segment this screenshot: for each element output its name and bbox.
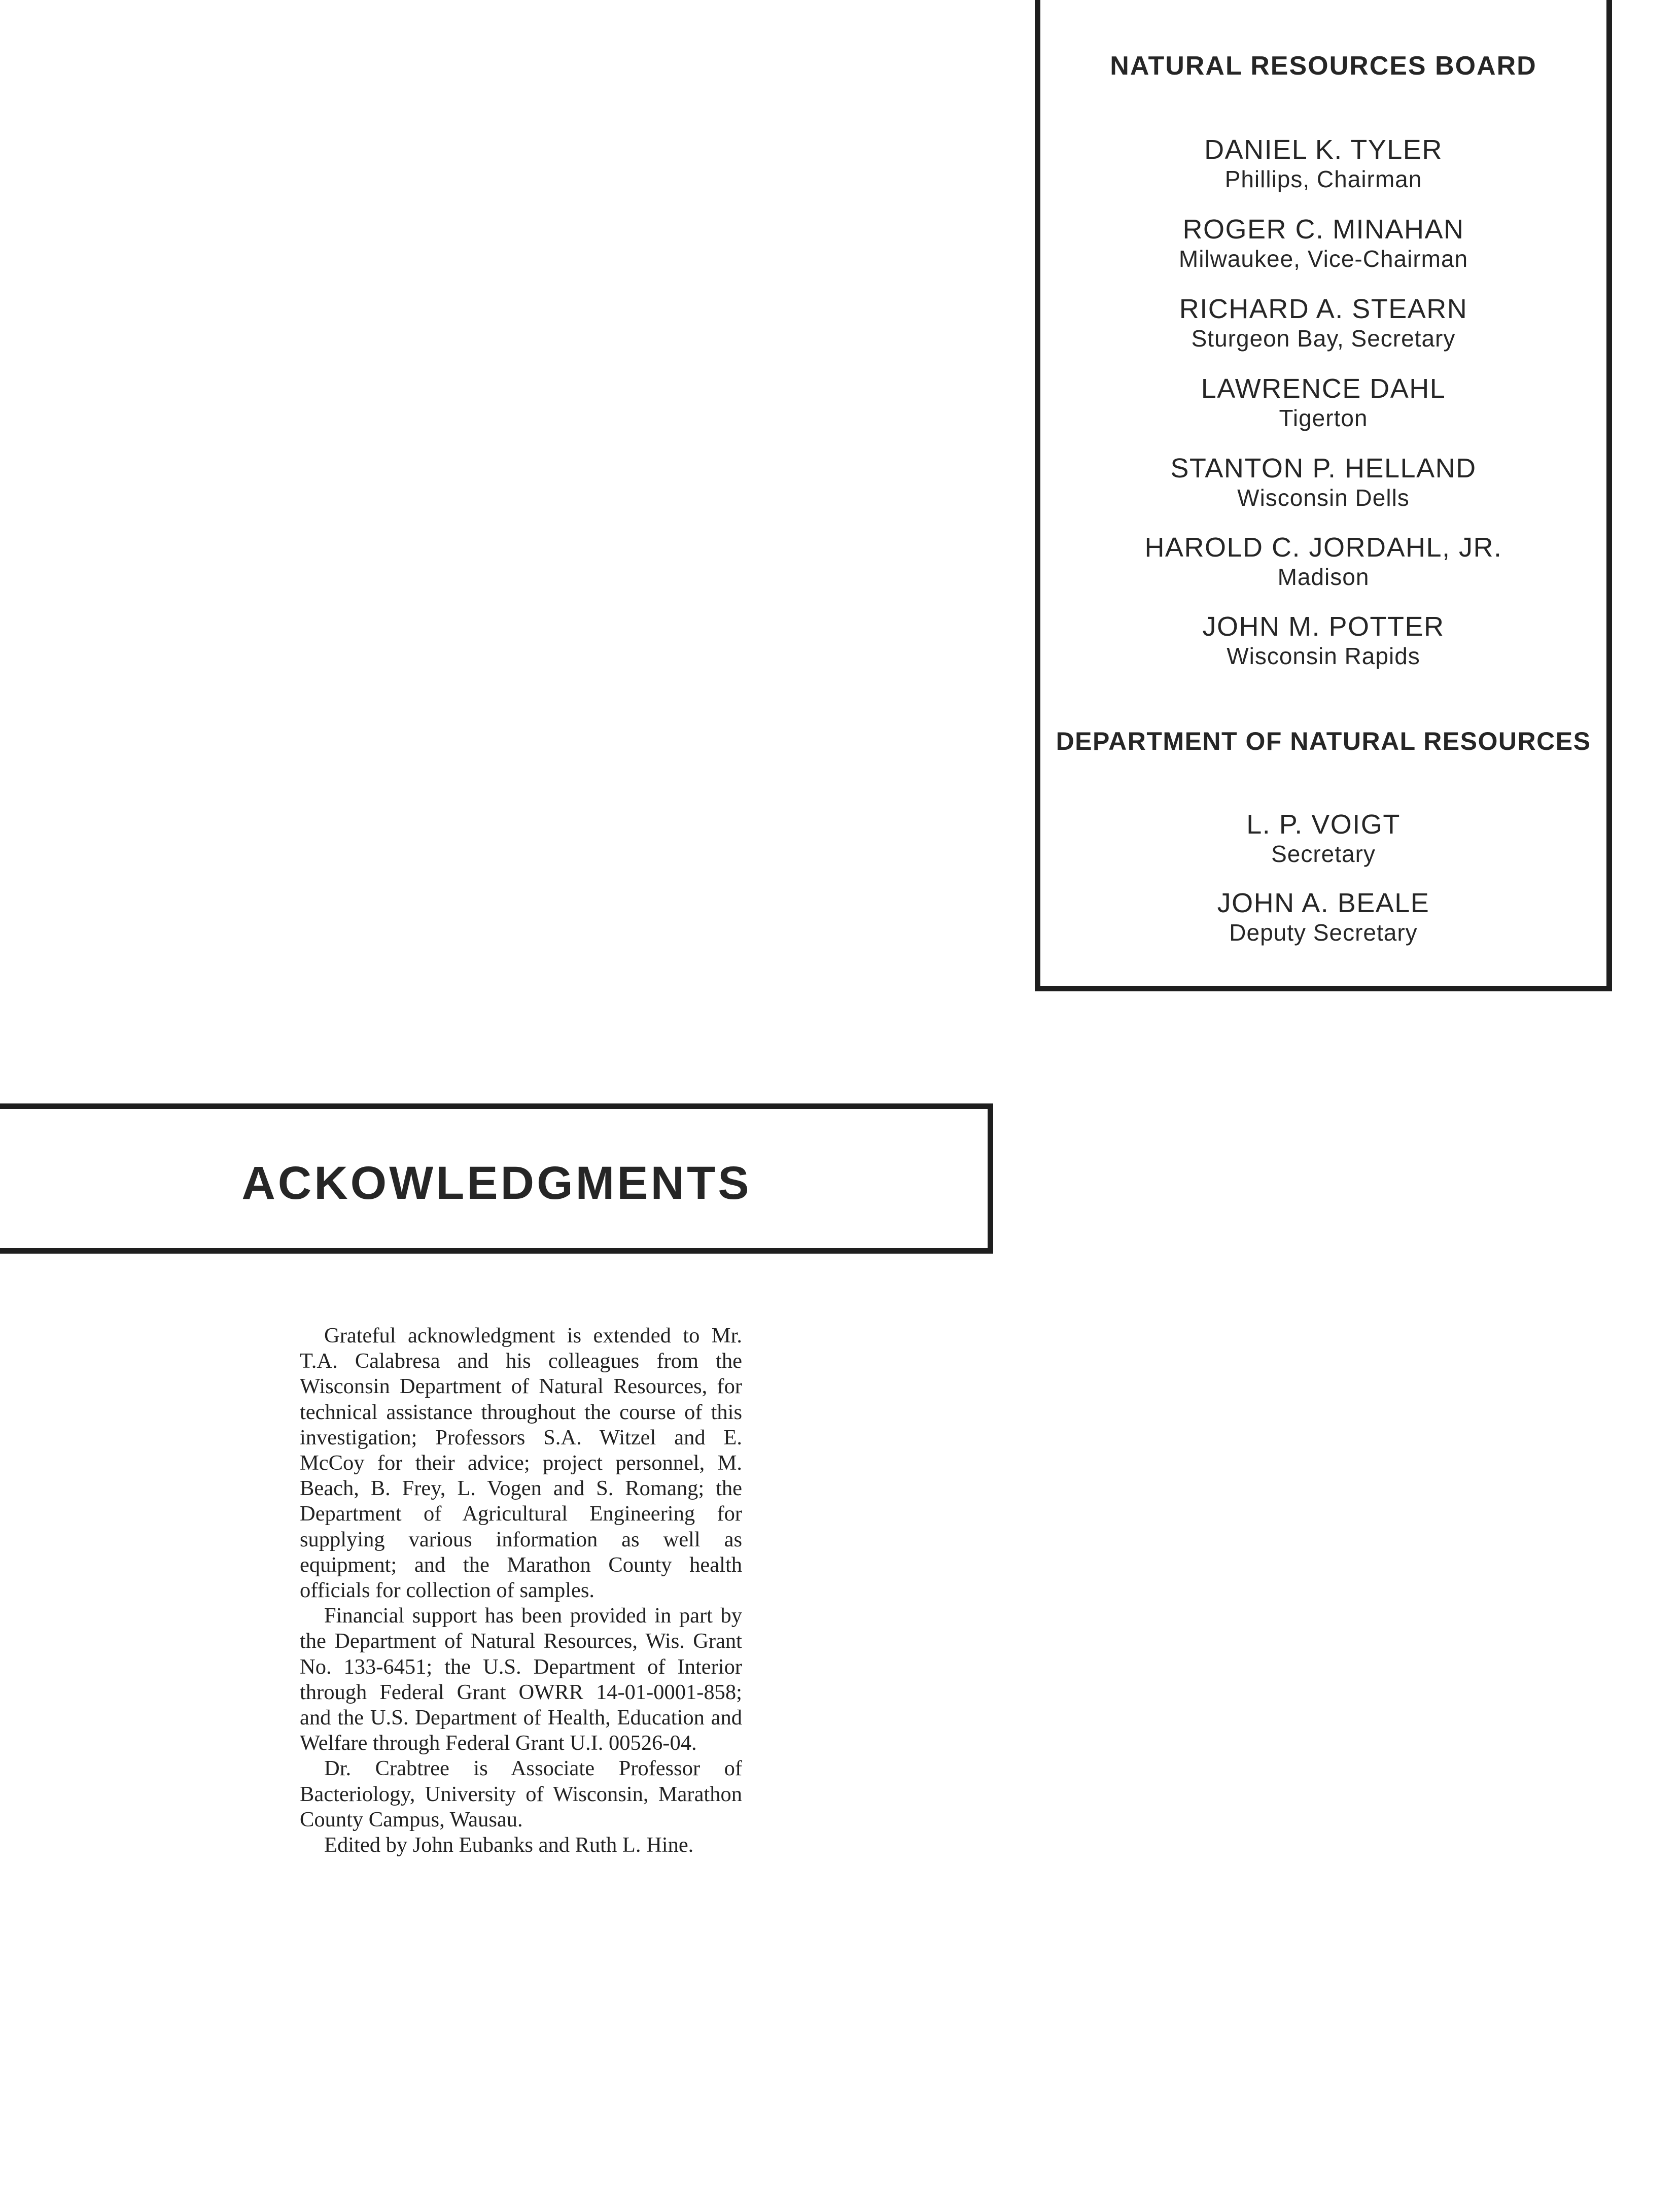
member-name: JOHN A. BEALE [1217,888,1430,918]
member-name: DANIEL K. TYLER [1204,134,1443,165]
member-name: LAWRENCE DAHL [1201,373,1446,404]
member-role: Secretary [1271,841,1376,867]
member-role: Sturgeon Bay, Secretary [1191,325,1456,352]
board-panel [1035,0,1612,991]
board-member [1040,373,1606,432]
acknowledgments-paragraph: Financial support has been provided in part by the Department of Natural Resources, Wis. Grant No. 133-6451; the U.S. Department of Interior through Federal Grant OWRR 14-01-0001-858; and the U.S. Department of Health, Education and Welfare through Federal Grant U.I. 00526-04. [300,1604,742,1755]
board-member [1040,611,1606,670]
member-name: JOHN M. POTTER [1202,611,1445,642]
acknowledgments-paragraph: Dr. Crabtree is Associate Professor of Bacteriology, University of Wisconsin, Marathon County Campus, Wausau. [300,1756,742,1831]
member-role: Tigerton [1279,405,1368,431]
board-member [1040,134,1606,193]
member-role: Milwaukee, Vice-Chairman [1178,246,1468,272]
acknowledgments-title: ACKOWLEDGMENTS [241,1157,752,1209]
acknowledgments-body [300,1323,742,1858]
member-role: Deputy Secretary [1229,919,1418,946]
acknowledgments-paragraph: Grateful acknowledgment is extended to Mr. T.A. Calabresa and his colleagues from the Wisconsin Department of Natural Resources, for technical assistance throughout the course of this investigation; Professors S.A. Witzel and E. McCoy for their advice; project personnel, M. Beach, B. Frey, L. Vogen and S. Romang; the Department of Agricultural Engineering for supplying various information as well as equipment; and the Marathon County health officials for collection of samples. [300,1324,742,1603]
acknowledgments-title-box [0,1103,993,1254]
board-member [1040,294,1606,353]
member-role: Madison [1277,564,1370,590]
member-name: L. P. VOIGT [1246,809,1401,840]
board-heading: NATURAL RESOURCES BOARD [1110,51,1537,81]
department-member [1040,809,1606,868]
board-member [1040,453,1606,512]
acknowledgments-paragraph: Edited by John Eubanks and Ruth L. Hine. [324,1833,694,1857]
member-role: Wisconsin Dells [1237,485,1410,511]
member-name: HAROLD C. JORDAHL, JR. [1144,532,1502,563]
member-name: RICHARD A. STEARN [1179,294,1468,324]
member-role: Phillips, Chairman [1224,166,1422,192]
member-name: ROGER C. MINAHAN [1182,214,1464,245]
department-member [1040,888,1606,947]
member-role: Wisconsin Rapids [1227,643,1420,669]
board-member [1040,214,1606,273]
member-name: STANTON P. HELLAND [1170,453,1477,483]
department-heading: DEPARTMENT OF NATURAL RESOURCES [1056,727,1591,755]
board-member [1040,532,1606,591]
